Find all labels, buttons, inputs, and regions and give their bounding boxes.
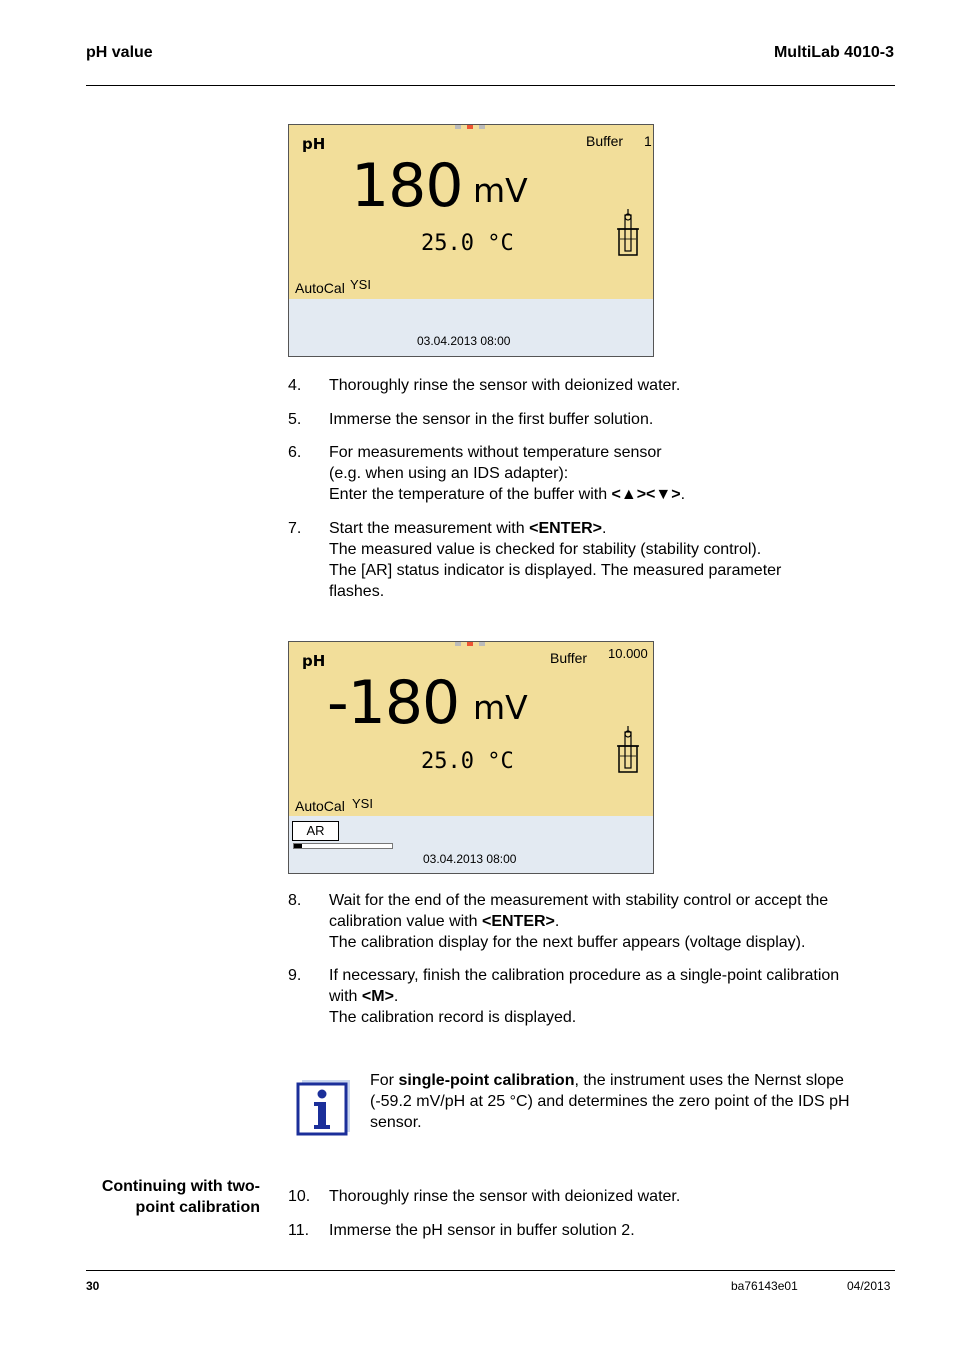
buffer-value: 10.000 xyxy=(608,646,648,661)
note-text: (-59.2 mV/pH at 25 °C) and determines the zero point of the IDS pH xyxy=(370,1093,850,1110)
display-parameter: pH xyxy=(302,652,326,670)
measured-value: 180 xyxy=(351,151,463,221)
display-status-area xyxy=(289,816,653,873)
document-date: 04/2013 xyxy=(847,1279,891,1293)
side-heading-line: Continuing with two- xyxy=(101,1178,260,1195)
status-mark xyxy=(455,125,461,129)
status-mark xyxy=(479,642,485,646)
step-number: 4. xyxy=(288,377,302,394)
stability-progress-bar xyxy=(293,843,393,849)
autocal-label: AutoCal xyxy=(295,798,345,814)
enter-key: <ENTER> xyxy=(529,520,603,537)
step-text: Thoroughly rinse the sensor with deionized water. xyxy=(329,1188,681,1205)
buffer-number: 1 xyxy=(644,133,652,149)
display-datetime: 03.04.2013 08:00 xyxy=(423,852,517,866)
temperature-value: 25.0 °C xyxy=(421,231,514,256)
step-text: Immerse the sensor in the first buffer solution. xyxy=(329,411,654,428)
step-text: For measurements without temperature sensor xyxy=(329,444,662,461)
buffer-set-label: YSI xyxy=(350,277,371,292)
measured-unit: mV xyxy=(473,171,528,210)
note-text: For xyxy=(370,1072,399,1089)
buffer-label: Buffer xyxy=(550,650,588,666)
side-heading-line: point calibration xyxy=(135,1199,260,1216)
step-text: with xyxy=(329,988,362,1005)
info-icon xyxy=(296,1078,352,1136)
step-number: 10. xyxy=(288,1188,311,1205)
step-text: The [AR] status indicator is displayed. The measured parameter xyxy=(329,562,782,579)
step-number: 6. xyxy=(288,444,302,461)
display-status-area xyxy=(289,299,653,356)
footer-rule xyxy=(86,1270,895,1271)
document-number: ba76143e01 xyxy=(731,1279,798,1293)
beaker-sensor-icon xyxy=(615,207,641,257)
step-number: 11. xyxy=(288,1222,310,1239)
autocal-label: AutoCal xyxy=(295,280,345,296)
step-number: 8. xyxy=(288,892,302,909)
step-text: The measured value is checked for stability (stability control). xyxy=(329,541,762,558)
note-text: , the instrument uses the Nernst slope xyxy=(574,1072,844,1089)
info-note xyxy=(370,1070,890,1133)
step-text: flashes. xyxy=(329,583,385,600)
header-product-name: MultiLab 4010-3 xyxy=(773,44,894,61)
measured-unit: mV xyxy=(473,688,528,727)
step-text: Enter the temperature of the buffer with xyxy=(329,486,612,503)
status-mark xyxy=(467,125,473,129)
temperature-value: 25.0 °C xyxy=(421,749,514,774)
display-datetime: 03.04.2013 08:00 xyxy=(417,334,511,348)
step-text: The calibration record is displayed. xyxy=(329,1009,577,1026)
status-mark xyxy=(455,642,461,646)
measured-value: -180 xyxy=(327,668,460,738)
header-rule xyxy=(86,85,895,86)
status-mark xyxy=(479,125,485,129)
side-heading xyxy=(60,1176,260,1218)
step-text: The calibration display for the next buffer appears (voltage display). xyxy=(329,934,806,951)
step-number: 7. xyxy=(288,520,302,537)
step-text: Thoroughly rinse the sensor with deionized water. xyxy=(329,377,681,394)
buffer-set-label: YSI xyxy=(352,796,373,811)
m-key: <M> xyxy=(361,988,394,1005)
buffer-label: Buffer xyxy=(586,133,624,149)
page-number: 30 xyxy=(86,1279,100,1293)
beaker-sensor-icon xyxy=(615,724,641,774)
arrow-keys: <▲><▼> xyxy=(611,486,681,503)
status-mark xyxy=(467,642,473,646)
stability-progress-fill xyxy=(294,844,302,848)
note-text: sensor. xyxy=(370,1114,422,1131)
step-text: If necessary, finish the calibration procedure as a single-point calibration xyxy=(329,967,840,984)
step-text: Immerse the pH sensor in buffer solution 2. xyxy=(329,1222,635,1239)
step-number: 9. xyxy=(288,967,302,984)
step-text: Start the measurement with xyxy=(329,520,530,537)
note-emphasis: single-point calibration xyxy=(398,1072,575,1089)
instrument-display-2 xyxy=(288,641,654,874)
ar-status-indicator: AR xyxy=(292,821,339,841)
step-text: Wait for the end of the measurement with stability control or accept the xyxy=(329,892,829,909)
step-text: (e.g. when using an IDS adapter): xyxy=(329,465,569,482)
enter-key: <ENTER> xyxy=(481,913,555,930)
step-number: 5. xyxy=(288,411,302,428)
instrument-display-1 xyxy=(288,124,654,357)
display-parameter: pH xyxy=(302,135,326,153)
step-text: calibration value with xyxy=(329,913,482,930)
header-section-title: pH value xyxy=(86,44,153,61)
